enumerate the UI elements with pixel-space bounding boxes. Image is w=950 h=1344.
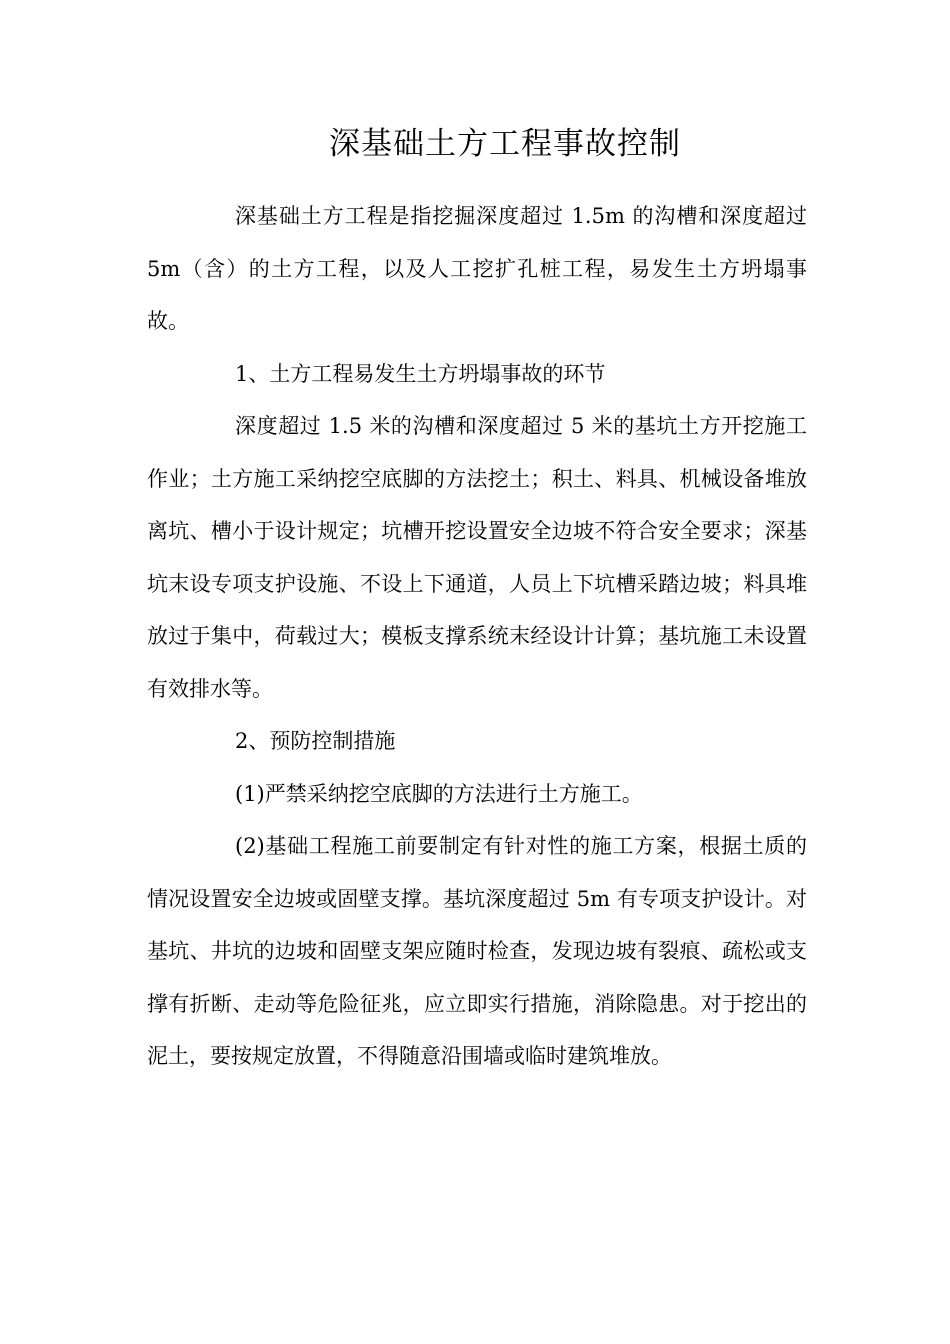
section-1-paragraph: 深度超过 1.5 米的沟槽和深度超过 5 米的基坑土方开挖施工作业；土方施工采纳挖空底脚的方法挖土；积土、料具、机械设备堆放离坑、槽小于设计规定；坑槽开挖设置安全边坡不符合安全要求；深基坑末设专项支护设施、不设上下通道，人员上下坑槽采踏边坡；料具堆放过于集中，荷载过大；模板支撑系统末经设计计算；基坑施工未设置有效排水等。 xyxy=(147,414,807,701)
document-title: 深基础土方工程事故控制 xyxy=(329,126,681,162)
section-2-heading: 2、预防控制措施 xyxy=(235,729,396,753)
document-body xyxy=(147,190,807,1083)
section-1-heading: 1、土方工程易发生土方坍塌事故的环节 xyxy=(235,361,606,386)
intro-paragraph: 深基础土方工程是指挖掘深度超过 1.5m 的沟槽和深度超过 5m（含）的土方工程，以及人工挖扩孔桩工程，易发生土方坍塌事故。 xyxy=(147,204,807,333)
measure-1-paragraph: (1)严禁采纳挖空底脚的方法进行土方施工。 xyxy=(235,781,643,806)
measure-2-paragraph: (2)基础工程施工前要制定有针对性的施工方案，根据土质的情况设置安全边坡或固壁支撑。基坑深度超过 5m 有专项支护设计。对基坑、井坑的边坡和固壁支架应随时检查，发现边坡有裂痕、疏松或支撑有折断、走动等危险征兆，应立即实行措施，消除隐患。对于挖出的泥土，要按规定放置，不得随意沿围墙或临时建筑堆放。 xyxy=(147,834,807,1068)
